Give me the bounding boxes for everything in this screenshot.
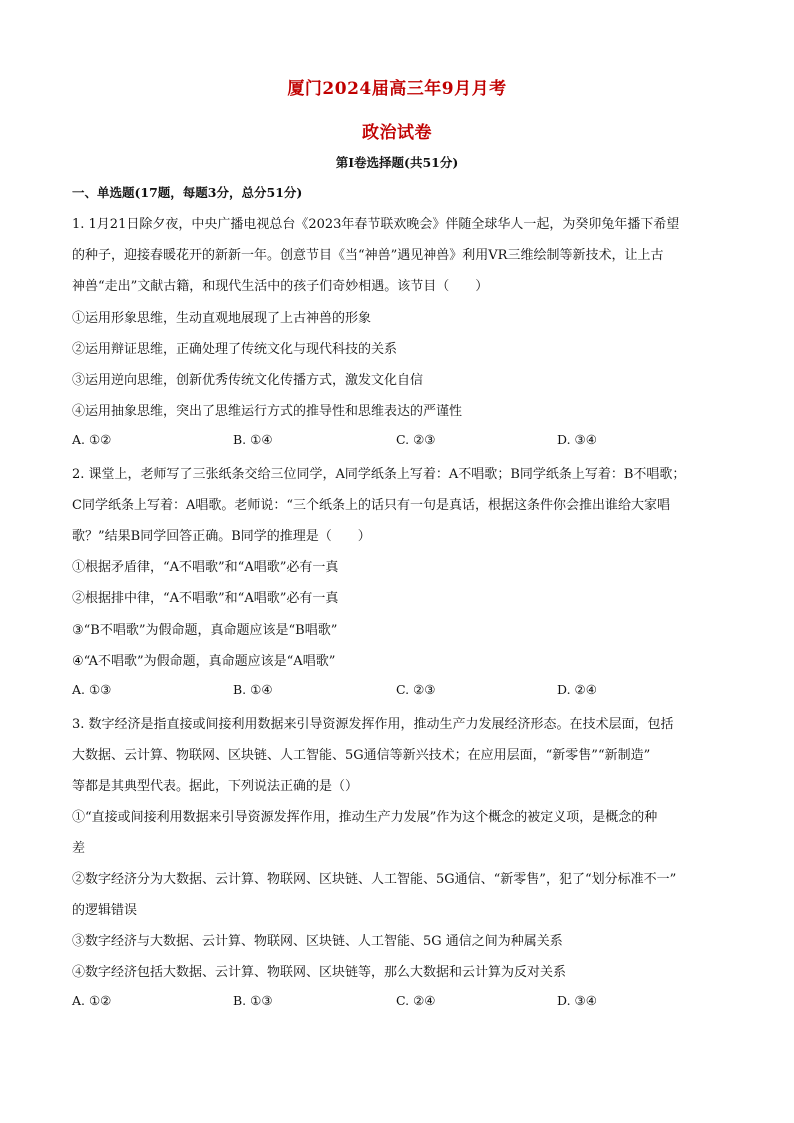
q3-option-c: C. ②④ bbox=[396, 993, 436, 1008]
q1-option-c: C. ②③ bbox=[396, 432, 436, 447]
q3-stem-line: 等都是其典型代表。据此，下列说法正确的是（） bbox=[72, 779, 359, 794]
q2-option-c: C. ②③ bbox=[396, 682, 436, 697]
section-heading: 一、单选题(17题，每题3分，总分51分) bbox=[72, 185, 303, 200]
q3-option-a: A. ①② bbox=[72, 993, 112, 1008]
exam-subtitle: 政治试卷 bbox=[362, 123, 432, 143]
q3-statement: ①“直接或间接利用数据来引导资源发挥作用，推动生产力发展”作为这个概念的被定义项，是概念的种 bbox=[72, 810, 658, 825]
q2-stem-line: C同学纸条上写着：A唱歌。老师说：“三个纸条上的话只有一句是真话，根据这条件你会推出谁给大家唱 bbox=[72, 498, 670, 513]
q1-stem-line: 的种子，迎接春暖花开的新新一年。创意节目《当“神兽”遇见神兽》利用VR三维绘制等新技术，让上古 bbox=[72, 248, 664, 263]
q1-option-d: D. ③④ bbox=[557, 432, 597, 447]
q2-statement: ①根据矛盾律，“A不唱歌”和“A唱歌”必有一真 bbox=[72, 560, 339, 575]
q3-stem-line: 3. 数字经济是指直接或间接利用数据来引导资源发挥作用，推动生产力发展经济形态。在技术层面，包括 bbox=[72, 717, 674, 732]
q1-statement: ④运用抽象思维，突出了思维运行方式的推导性和思维表达的严谨性 bbox=[72, 404, 463, 419]
q3-statement: ②数字经济分为大数据、云计算、物联网、区块链、人工智能、5G通信、“新零售”，犯了“划分标准不一” bbox=[72, 872, 677, 887]
q3-option-b: B. ①③ bbox=[233, 993, 273, 1008]
q2-option-b: B. ①④ bbox=[233, 682, 273, 697]
exam-title: 厦门2024届高三年9月月考 bbox=[287, 79, 507, 99]
q2-option-a: A. ①③ bbox=[72, 682, 112, 697]
q2-statement: ②根据排中律，“A不唱歌”和“A唱歌”必有一真 bbox=[72, 591, 339, 606]
q1-statement: ③运用逆向思维，创新优秀传统文化传播方式，激发文化自信 bbox=[72, 373, 424, 388]
q3-statement: ④数字经济包括大数据、云计算、物联网、区块链等，那么大数据和云计算为反对关系 bbox=[72, 965, 567, 980]
q2-statement: ④“A不唱歌”为假命题，真命题应该是“A唱歌” bbox=[72, 654, 336, 669]
q2-stem-line: 歌？”结果B同学回答正确。B同学的推理是（ ） bbox=[72, 529, 371, 544]
q1-stem-line: 神兽“走出”文献古籍，和现代生活中的孩子们奇妙相遇。该节目（ ） bbox=[72, 279, 489, 294]
q3-statement: ③数字经济与大数据、云计算、物联网、区块链、人工智能、5G 通信之间为种属关系 bbox=[72, 934, 563, 949]
q1-statement: ①运用形象思维，生动直观地展现了上古神兽的形象 bbox=[72, 311, 372, 326]
q2-statement: ③“B不唱歌”为假命题，真命题应该是“B唱歌” bbox=[72, 623, 338, 638]
q3-stem-line: 大数据、云计算、物联网、区块链、人工智能、5G通信等新兴技术；在应用层面，“新零售”“新制造” bbox=[72, 748, 651, 763]
q2-option-d: D. ②④ bbox=[557, 682, 597, 697]
q3-option-d: D. ③④ bbox=[557, 993, 597, 1008]
q2-stem-line: 2. 课堂上，老师写了三张纸条交给三位同学，A同学纸条上写着：A不唱歌；B同学纸条上写着：B不唱歌； bbox=[72, 467, 686, 482]
part-heading: 第I卷选择题(共51分) bbox=[335, 155, 459, 170]
q1-stem-line: 1. 1月21日除夕夜，中央广播电视总台《2023年春节联欢晚会》伴随全球华人一起，为癸卯兔年播下希望 bbox=[72, 217, 680, 232]
q3-statement-continued: 的逻辑错误 bbox=[72, 903, 138, 918]
q1-option-b: B. ①④ bbox=[233, 432, 273, 447]
q1-statement: ②运用辩证思维，正确处理了传统文化与现代科技的关系 bbox=[72, 342, 398, 357]
q1-option-a: A. ①② bbox=[72, 432, 112, 447]
q3-statement-continued: 差 bbox=[72, 841, 86, 856]
